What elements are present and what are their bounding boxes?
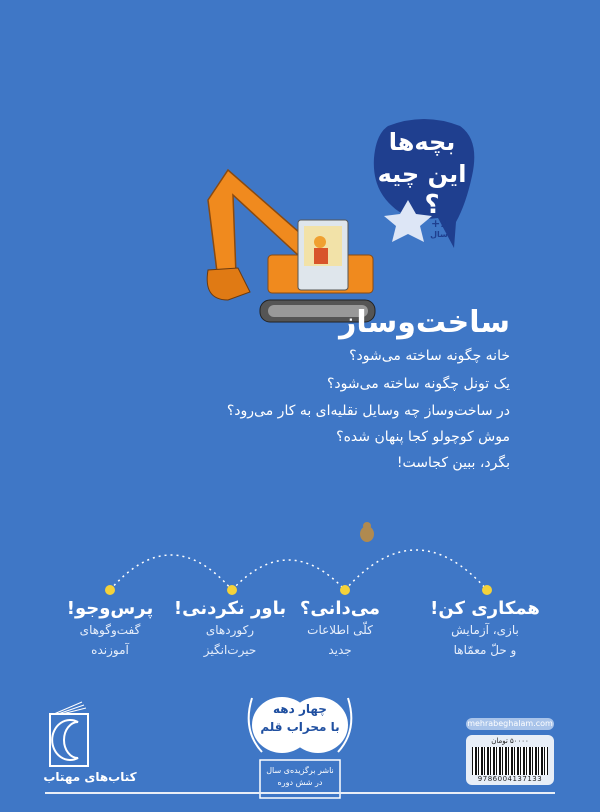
- series-title-line2: این چیه: [377, 160, 467, 188]
- badge-line: ناشر برگزیده‌ی سال: [266, 766, 334, 775]
- feature-desc: و حلّ معمّاها: [453, 643, 517, 657]
- question-item: بگرد، ببین کجاست!: [396, 455, 510, 471]
- feature-desc: حیرت‌انگیز: [203, 643, 257, 657]
- question-item: در ساخت‌وساز چه وسایل نقلیه‌ای به کار می‌رود؟: [226, 403, 510, 419]
- badge-line: چهار دهه: [273, 702, 327, 716]
- publisher-logo-icon: [48, 700, 92, 768]
- feature-desc: جدید: [328, 643, 352, 657]
- feature-unbelievable: [170, 598, 290, 659]
- feature-desc: آموزنده: [91, 643, 129, 657]
- feature-play: [425, 598, 545, 659]
- section-title: ساخت‌وساز: [339, 305, 510, 340]
- feature-dot: [482, 585, 492, 595]
- feature-dot: [340, 585, 350, 595]
- series-question-mark: ؟: [424, 190, 440, 220]
- question-item: یک تونل چگونه ساخته می‌شود؟: [326, 376, 510, 392]
- feature-connector-arcs: [0, 530, 600, 600]
- feature-title: پرس‌وجو!: [66, 598, 154, 619]
- isbn: 9786004137133: [477, 775, 543, 783]
- feature-title: همکاری کن!: [430, 598, 540, 619]
- footer-divider: [45, 792, 555, 794]
- badge-line: در شش دوره: [277, 778, 323, 787]
- series-title-line1: بچه‌ها: [388, 128, 456, 156]
- price: ۵۰۰۰۰ تومان: [491, 737, 529, 745]
- feature-dot: [105, 585, 115, 595]
- feature-title: باور نکردنی!: [173, 598, 287, 619]
- feature-ask: [50, 598, 170, 659]
- feature-desc: رکوردهای: [205, 623, 255, 637]
- question-item: موش کوچولو کجا پنهان شده؟: [336, 429, 510, 445]
- barcode-bars: [472, 747, 548, 775]
- badge-text: [250, 700, 350, 736]
- feature-desc: کلّی اطلاعات: [307, 623, 373, 637]
- badge-line: با محراب قلم: [260, 720, 340, 734]
- feature-desc: گفت‌وگوهای: [79, 623, 141, 637]
- feature-desc: بازی، آزمایش: [451, 623, 519, 637]
- feature-dot: [227, 585, 237, 595]
- website-url: mehrabeghalam.com: [467, 719, 553, 728]
- publisher-name: کتاب‌های مهتاب: [43, 770, 137, 784]
- feature-did-you-know: [280, 598, 400, 659]
- age-unit: سال: [430, 230, 448, 239]
- age-value: +۶: [431, 217, 447, 230]
- badge-caption: [262, 765, 338, 789]
- question-item: خانه چگونه ساخته می‌شود؟: [349, 348, 510, 364]
- barcode: [466, 735, 554, 785]
- feature-title: می‌دانی؟: [299, 598, 381, 619]
- age-badge: [428, 218, 450, 240]
